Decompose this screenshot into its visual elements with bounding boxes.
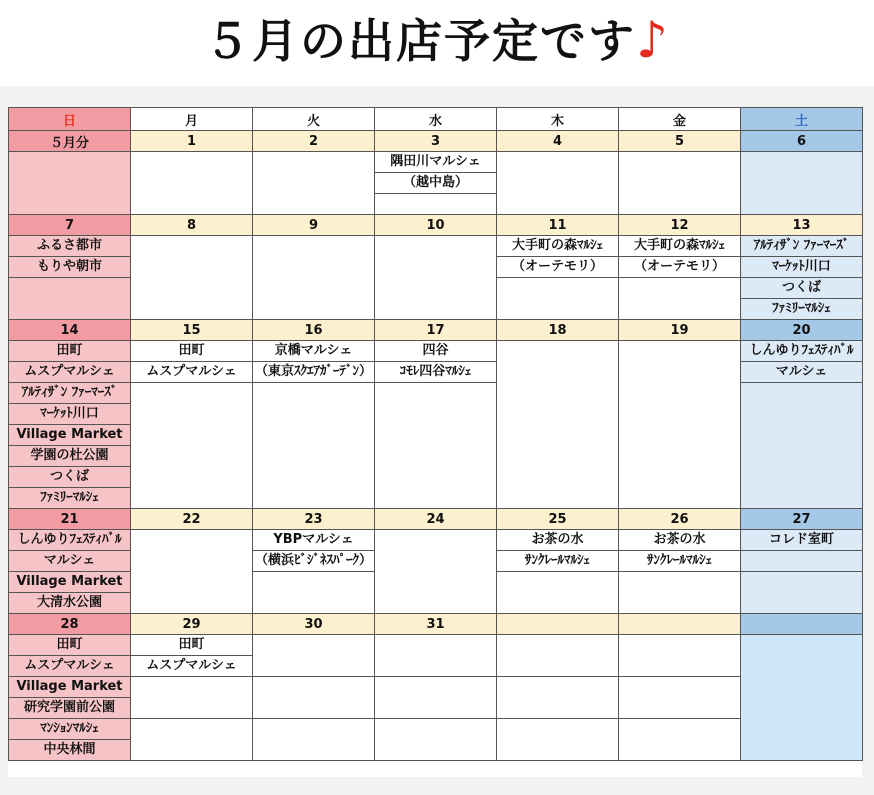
event-cell	[741, 551, 863, 572]
date-cell: 20	[741, 320, 863, 341]
event-name: お茶の水	[497, 530, 619, 551]
event-name: ふるさ都市	[9, 236, 131, 257]
date-cell: 26	[619, 509, 741, 530]
event-name: 大手町の森ﾏﾙｼｪ	[619, 236, 741, 257]
event-name: 四谷	[375, 341, 497, 362]
event-name: 田町	[131, 341, 253, 362]
event-name: ｱﾙﾃｨｻﾞﾝ ﾌｧｰﾏｰｽﾞ	[741, 236, 863, 257]
date-cell: 29	[131, 614, 253, 635]
weekday-wed: 水	[375, 108, 497, 131]
date-cell: 21	[9, 509, 131, 530]
event-name: 田町	[131, 635, 253, 656]
event-cell	[619, 278, 741, 320]
weekday-tue: 火	[253, 108, 375, 131]
date-cell: 28	[9, 614, 131, 635]
date-cell: 2	[253, 131, 375, 152]
date-cell: 14	[9, 320, 131, 341]
event-name: ｻﾝｸﾚｰﾙﾏﾙｼｪ	[619, 551, 741, 572]
event-name: ﾏｰｹｯﾄ川口	[9, 404, 131, 425]
event-cell	[253, 635, 375, 677]
event-name: ﾌｧﾐﾘｰﾏﾙｼｪ	[9, 488, 131, 509]
weekday-sun: 日	[9, 108, 131, 131]
event-location: 大清水公園	[9, 593, 131, 614]
event-name: ｺﾓﾚ四谷ﾏﾙｼｪ	[375, 362, 497, 383]
date-cell: 13	[741, 215, 863, 236]
event-name: Village Market	[9, 677, 131, 698]
date-cell	[497, 614, 619, 635]
date-cell: 30	[253, 614, 375, 635]
event-location: （東京ｽｸｴｱｶﾞｰﾃﾞﾝ）	[253, 362, 375, 383]
date-cell: 6	[741, 131, 863, 152]
weekday-mon: 月	[131, 108, 253, 131]
event-cell	[253, 383, 375, 509]
title-bar	[0, 0, 874, 86]
event-name: 隅田川マルシェ	[375, 152, 497, 173]
event-cell	[375, 719, 497, 761]
event-name: つくば	[9, 467, 131, 488]
date-cell: 11	[497, 215, 619, 236]
date-row	[9, 320, 863, 341]
event-location: （オーテモリ）	[497, 257, 619, 278]
event-name: ﾌｧﾐﾘｰﾏﾙｼｪ	[741, 299, 863, 320]
event-cell	[253, 719, 375, 761]
date-cell: 3	[375, 131, 497, 152]
date-cell: 9	[253, 215, 375, 236]
event-cell	[131, 236, 253, 320]
weekday-header-row	[9, 108, 863, 131]
date-cell: 8	[131, 215, 253, 236]
date-cell: 25	[497, 509, 619, 530]
calendar-table	[8, 107, 863, 761]
event-name: Village Market	[9, 572, 131, 593]
event-cell	[131, 530, 253, 614]
event-cell	[619, 677, 741, 719]
event-cell	[497, 677, 619, 719]
event-row	[9, 719, 863, 740]
event-location: （越中島）	[375, 173, 497, 194]
event-location: （横浜ﾋﾞｼﾞﾈｽﾊﾟｰｸ）	[253, 551, 375, 572]
event-name: もりや朝市	[9, 257, 131, 278]
event-cell	[9, 278, 131, 320]
event-cell	[253, 677, 375, 719]
date-cell: 19	[619, 320, 741, 341]
weekday-sat: 土	[741, 108, 863, 131]
event-name: ﾏｰｹｯﾄ川口	[741, 257, 863, 278]
date-cell: 22	[131, 509, 253, 530]
event-row	[9, 236, 863, 257]
date-cell: 27	[741, 509, 863, 530]
event-location: （オーテモリ）	[619, 257, 741, 278]
event-row	[9, 635, 863, 656]
event-cell	[619, 152, 741, 215]
event-name: コレド室町	[741, 530, 863, 551]
event-cell	[497, 572, 619, 614]
weekday-thu: 木	[497, 108, 619, 131]
event-cell	[253, 152, 375, 215]
date-cell: 17	[375, 320, 497, 341]
event-name: ムスプマルシェ	[9, 362, 131, 383]
event-name: ムスプマルシェ	[9, 656, 131, 677]
event-cell	[375, 530, 497, 614]
event-name: ｻﾝｸﾚｰﾙﾏﾙｼｪ	[497, 551, 619, 572]
event-name: マルシェ	[741, 362, 863, 383]
event-name: ｱﾙﾃｨｻﾞﾝ ﾌｧｰﾏｰｽﾞ	[9, 383, 131, 404]
event-name: 田町	[9, 341, 131, 362]
event-cell	[375, 635, 497, 677]
event-row	[9, 152, 863, 173]
date-row	[9, 614, 863, 635]
event-cell	[9, 152, 131, 215]
event-name: つくば	[741, 278, 863, 299]
date-cell: 1	[131, 131, 253, 152]
event-cell	[497, 635, 619, 677]
event-cell	[741, 383, 863, 509]
event-name: 京橋マルシェ	[253, 341, 375, 362]
month-label: ５月分	[9, 131, 131, 152]
event-row	[9, 341, 863, 362]
event-cell	[497, 278, 619, 320]
event-cell	[131, 677, 253, 719]
event-name: 大手町の森ﾏﾙｼｪ	[497, 236, 619, 257]
event-cell	[375, 677, 497, 719]
music-note-icon: ♪	[636, 11, 670, 69]
date-cell: 15	[131, 320, 253, 341]
event-name: お茶の水	[619, 530, 741, 551]
event-cell	[375, 236, 497, 320]
date-cell: 4	[497, 131, 619, 152]
date-row	[9, 509, 863, 530]
event-cell	[131, 719, 253, 761]
event-cell	[741, 572, 863, 614]
event-cell	[131, 152, 253, 215]
event-cell	[375, 194, 497, 215]
date-cell: 7	[9, 215, 131, 236]
event-name: ﾏﾝｼｮﾝﾏﾙｼｪ	[9, 719, 131, 740]
event-name: Village Market	[9, 425, 131, 446]
date-cell: 31	[375, 614, 497, 635]
event-location: 学園の杜公園	[9, 446, 131, 467]
date-row	[9, 131, 863, 152]
event-name: YBPマルシェ	[253, 530, 375, 551]
event-row	[9, 530, 863, 551]
date-row	[9, 215, 863, 236]
event-row	[9, 677, 863, 698]
event-name: しんゆりﾌｪｽﾃｨﾊﾞﾙ	[9, 530, 131, 551]
event-cell	[497, 341, 619, 509]
date-cell: 16	[253, 320, 375, 341]
event-location: 中央林間	[9, 740, 131, 761]
event-name: しんゆりﾌｪｽﾃｨﾊﾞﾙ	[741, 341, 863, 362]
date-cell	[619, 614, 741, 635]
event-name: 田町	[9, 635, 131, 656]
event-cell	[619, 719, 741, 761]
calendar	[8, 107, 862, 777]
event-cell	[253, 572, 375, 614]
event-name: マルシェ	[9, 551, 131, 572]
date-cell: 12	[619, 215, 741, 236]
title-text: ５月の出店予定です	[204, 14, 637, 68]
date-cell	[741, 614, 863, 635]
event-location: 研究学園前公園	[9, 698, 131, 719]
event-cell	[619, 341, 741, 509]
date-cell: 10	[375, 215, 497, 236]
event-cell	[131, 383, 253, 509]
event-cell	[253, 236, 375, 320]
event-cell	[375, 383, 497, 509]
event-cell	[497, 719, 619, 761]
event-cell	[741, 152, 863, 215]
event-cell	[619, 635, 741, 677]
event-name: ムスプマルシェ	[131, 362, 253, 383]
event-name: ムスプマルシェ	[131, 656, 253, 677]
event-cell	[619, 572, 741, 614]
event-cell	[497, 152, 619, 215]
event-cell	[741, 635, 863, 761]
weekday-fri: 金	[619, 108, 741, 131]
page-title	[0, 8, 874, 73]
date-cell: 23	[253, 509, 375, 530]
date-cell: 5	[619, 131, 741, 152]
date-cell: 24	[375, 509, 497, 530]
date-cell: 18	[497, 320, 619, 341]
